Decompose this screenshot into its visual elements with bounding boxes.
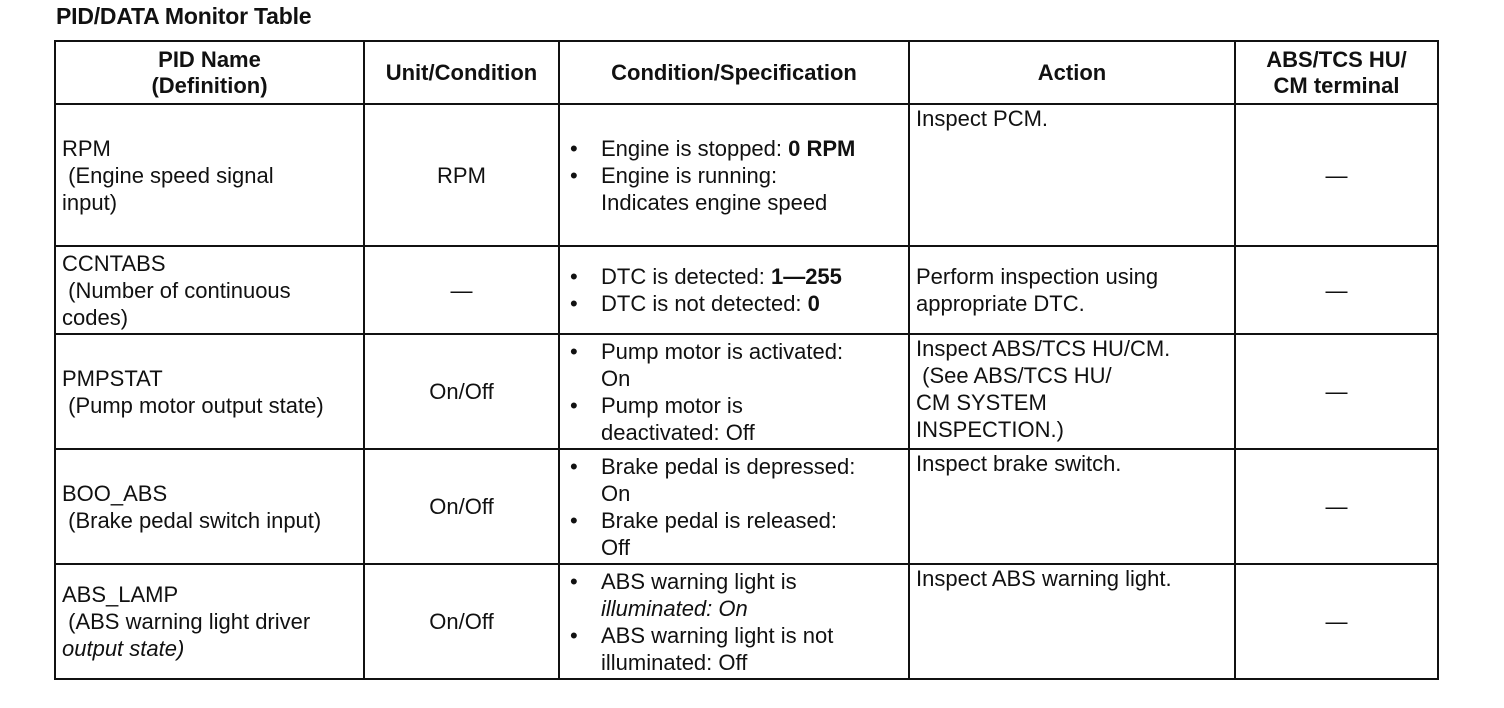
spec-item <box>566 162 902 216</box>
pid-definition: (Pump motor output state) <box>62 392 324 418</box>
header-terminal <box>1235 41 1438 104</box>
spec-text: Engine is stopped: <box>601 135 789 161</box>
unit-cell: — <box>364 246 559 334</box>
table-row <box>55 564 1438 679</box>
pid-data-monitor-table <box>54 40 1439 680</box>
header-terminal-line1: ABS/TCS HU/ <box>1266 46 1407 72</box>
table-row <box>55 104 1438 246</box>
spec-cell <box>559 334 909 449</box>
spec-cell <box>559 449 909 564</box>
action-text: Inspect ABS/TCS HU/CM. <box>916 336 1171 361</box>
action-text-cont: CM SYSTEM <box>916 390 1047 415</box>
pid-name: PMPSTAT <box>62 365 163 391</box>
spec-text-cont: Indicates engine speed <box>601 189 828 215</box>
spec-item <box>566 622 902 676</box>
terminal-cell: — <box>1235 104 1438 246</box>
header-unit-condition: Unit/Condition <box>364 41 559 104</box>
spec-item <box>566 507 902 561</box>
pid-name-cell <box>55 564 364 679</box>
table-row <box>55 449 1438 564</box>
action-cell <box>909 246 1235 334</box>
spec-text-cont: Off <box>601 534 630 560</box>
spec-text: • Brake pedal is depressed: <box>601 453 856 479</box>
terminal-cell: — <box>1235 449 1438 564</box>
spec-text-cont: On <box>601 480 631 506</box>
pid-name: BOO_ABS <box>62 480 168 506</box>
pid-name: CCNTABS <box>62 250 166 276</box>
pid-definition-cont: output state) <box>62 636 185 661</box>
spec-text: • Brake pedal is released: <box>601 507 838 533</box>
spec-text: DTC is detected: <box>601 264 771 289</box>
unit-cell: On/Off <box>364 564 559 679</box>
spec-text: • Pump motor is activated: <box>601 338 844 364</box>
pid-name-cell <box>55 246 364 334</box>
spec-value: 0 RPM <box>788 135 856 161</box>
pid-name: ABS_LAMP <box>62 582 179 607</box>
pid-definition: (Brake pedal switch input) <box>62 507 322 533</box>
spec-text-cont: illuminated: Off <box>601 649 748 675</box>
header-pid-name <box>55 41 364 104</box>
spec-text: • Engine is running: <box>601 162 778 188</box>
terminal-cell: — <box>1235 564 1438 679</box>
table-row <box>55 246 1438 334</box>
spec-item <box>566 338 902 392</box>
spec-text: • ABS warning light is <box>601 568 797 594</box>
header-pid-name-line1: PID Name <box>158 46 261 72</box>
action-cell: Inspect PCM. <box>909 104 1235 246</box>
unit-cell: RPM <box>364 104 559 246</box>
spec-cell <box>559 246 909 334</box>
action-text-cont: INSPECTION.) <box>916 417 1064 442</box>
spec-item <box>566 453 902 507</box>
spec-text: • Pump motor is <box>601 392 743 418</box>
spec-item <box>566 263 902 290</box>
action-cell: Inspect ABS warning light. <box>909 564 1235 679</box>
header-terminal-line2: CM terminal <box>1273 72 1400 98</box>
table-header-row <box>55 41 1438 104</box>
spec-item <box>566 135 902 162</box>
spec-item <box>566 392 902 446</box>
action-text: Perform inspection using <box>916 264 1159 289</box>
terminal-cell: — <box>1235 334 1438 449</box>
header-condition-specification: Condition/Specification <box>559 41 909 104</box>
spec-text-cont: deactivated: Off <box>601 419 755 445</box>
spec-value: 1—255 <box>770 264 842 289</box>
terminal-cell: — <box>1235 246 1438 334</box>
action-text-cont: appropriate DTC. <box>916 291 1085 316</box>
pid-definition-cont: codes) <box>62 304 129 330</box>
table-row <box>55 334 1438 449</box>
spec-item <box>566 568 902 622</box>
spec-text: • ABS warning light is not <box>601 622 834 648</box>
pid-definition-cont: input) <box>62 189 118 215</box>
header-pid-name-line2: (Definition) <box>151 72 268 98</box>
unit-cell: On/Off <box>364 334 559 449</box>
pid-name: RPM <box>62 135 111 161</box>
action-cell: Inspect brake switch. <box>909 449 1235 564</box>
pid-name-cell <box>55 334 364 449</box>
pid-definition: (Number of continuous <box>62 277 291 303</box>
spec-text-cont: illuminated: On <box>601 595 748 621</box>
pid-definition: (ABS warning light driver <box>62 609 311 634</box>
page-title: PID/DATA Monitor Table <box>56 3 312 29</box>
spec-item <box>566 290 902 317</box>
unit-cell: On/Off <box>364 449 559 564</box>
pid-name-cell <box>55 449 364 564</box>
spec-text: DTC is not detected: <box>601 291 808 316</box>
spec-cell <box>559 564 909 679</box>
spec-value: 0 <box>807 291 820 316</box>
pid-name-cell <box>55 104 364 246</box>
spec-cell <box>559 104 909 246</box>
action-text-cont: (See ABS/TCS HU/ <box>916 363 1112 388</box>
spec-text-cont: On <box>601 365 631 391</box>
header-action: Action <box>909 41 1235 104</box>
pid-definition: (Engine speed signal <box>62 162 274 188</box>
action-cell <box>909 334 1235 449</box>
